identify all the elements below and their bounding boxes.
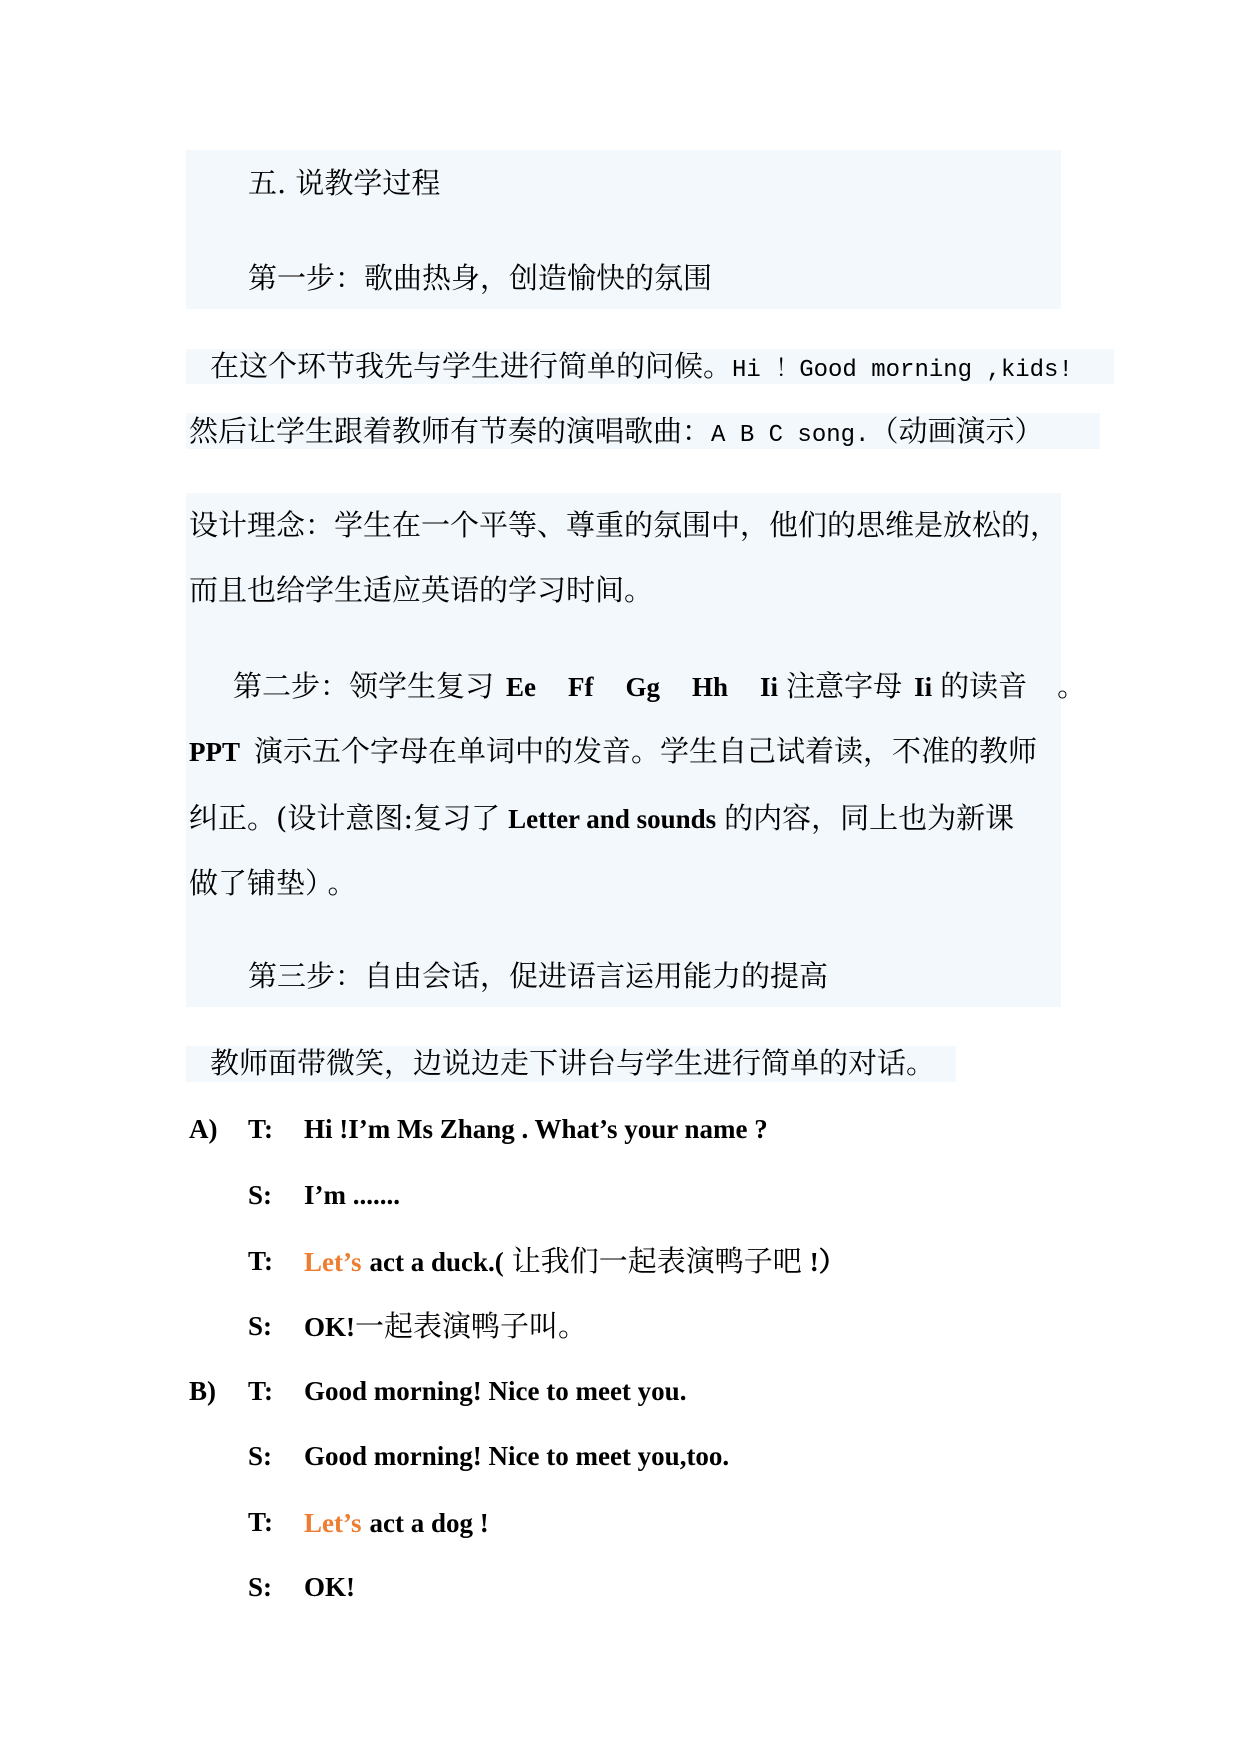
step2-end: 。 [1057, 669, 1087, 703]
highlight-lets: Let’s [304, 1508, 362, 1538]
dialogue-end: !） [809, 1247, 846, 1277]
step2-focus-post: 的读音 [940, 669, 1028, 703]
greeting-cn: 在这个环节我先与学生进行简单的问候。 [210, 349, 733, 383]
section-title-text: 五. 说教学过程 [248, 166, 441, 200]
teacher-intro-text: 教师面带微笑，边说边走下讲台与学生进行简单的对话。 [210, 1046, 936, 1080]
greeting-en: Hi ！Good morning ,kids! [732, 357, 1073, 384]
correct-post: 的内容，同上也为新课 [724, 801, 1015, 835]
teacher-intro-line [210, 1043, 935, 1083]
dialogue-text [304, 1502, 489, 1542]
letter-gg: Gg [625, 672, 661, 702]
speaker-label: S: [248, 1180, 273, 1210]
dialogue-b-line-1 [0, 1371, 1241, 1411]
dialogue-a-line-3 [0, 1241, 1241, 1281]
speaker-label: S: [248, 1441, 273, 1471]
dialogue-cn: 让我们一起表演鸭子吧 [511, 1244, 802, 1278]
dialogue-text: I’m ....... [304, 1180, 400, 1210]
step2-line [233, 666, 1086, 706]
dialogue-a-line-1 [0, 1109, 1241, 1149]
correct-en: Letter and sounds [508, 804, 717, 834]
letter-ff: Ff [568, 672, 594, 702]
dialogue-text [304, 1306, 587, 1346]
step2-pave-line [189, 863, 357, 903]
speaker-label: T: [248, 1507, 273, 1537]
step3-title-text: 第三步：自由会话，促进语言运用能力的提高 [248, 959, 829, 993]
dialogue-b-line-3 [0, 1502, 1241, 1542]
design-concept-text-1: 设计理念：学生在一个平等、尊重的氛围中，他们的思维是放松的， [189, 508, 1060, 542]
highlight-lets: Let’s [304, 1247, 362, 1277]
dialogue-en: OK! [304, 1312, 355, 1342]
dialogue-b-line-4 [0, 1567, 1241, 1607]
dialogue-a-label: A) [189, 1114, 218, 1144]
step1-title-text: 第一步：歌曲热身，创造愉快的氛围 [248, 261, 713, 295]
dialogue-text: Good morning! Nice to meet you,too. [304, 1441, 730, 1471]
letter-ee: Ee [506, 672, 537, 702]
design-concept-line-2 [189, 570, 653, 610]
step2-correct-line [189, 798, 1014, 838]
ppt-text: 演示五个字母在单词中的发音。学生自己试着读，不准的教师 [254, 734, 1038, 768]
step2-lead: 第二步：领学生复习 [233, 669, 495, 703]
step1-title [248, 258, 712, 298]
song-en: A B C song. [711, 422, 870, 449]
dialogue-b-line-2 [0, 1436, 1241, 1476]
section-title [248, 163, 440, 203]
dialogue-text: Hi !I’m Ms Zhang . What’s your name ? [304, 1114, 768, 1144]
song-note: （动画演示） [869, 414, 1044, 448]
dialogue-text: Good morning! Nice to meet you. [304, 1376, 687, 1406]
speaker-label: T: [248, 1114, 273, 1144]
speaker-label: S: [248, 1572, 273, 1602]
step2-focus-letter: Ii [914, 672, 933, 702]
speaker-label: T: [248, 1376, 273, 1406]
step2-focus-pre: 注意字母 [786, 669, 903, 703]
step2-ppt-line [189, 731, 1037, 771]
pave-end: 。 [327, 866, 357, 900]
step3-title [248, 956, 828, 996]
dialogue-a-line-2 [0, 1175, 1241, 1215]
correct-pre: 纠正。(设计意图:复习了 [189, 801, 501, 835]
greeting-line [210, 346, 1073, 386]
letter-ii: Ii [760, 672, 779, 702]
design-concept-line-1 [189, 505, 1059, 545]
song-cn: 然后让学生跟着教师有节奏的演唱歌曲： [189, 414, 712, 448]
dialogue-en: act a duck.( [369, 1247, 504, 1277]
song-line [189, 411, 1043, 451]
design-concept-text-2: 而且也给学生适应英语的学习时间。 [189, 573, 654, 607]
speaker-label: S: [248, 1311, 273, 1341]
dialogue-text: OK! [304, 1572, 355, 1602]
dialogue-b-label: B) [189, 1376, 216, 1406]
ppt-label: PPT [189, 737, 240, 767]
dialogue-en: act a dog ! [369, 1508, 489, 1538]
dialogue-a-line-4 [0, 1306, 1241, 1346]
letter-hh: Hh [692, 672, 729, 702]
dialogue-cn: 一起表演鸭子叫。 [355, 1309, 588, 1343]
pave-text: 做了铺垫） [189, 866, 320, 900]
dialogue-text [304, 1241, 846, 1281]
speaker-label: T: [248, 1246, 273, 1276]
